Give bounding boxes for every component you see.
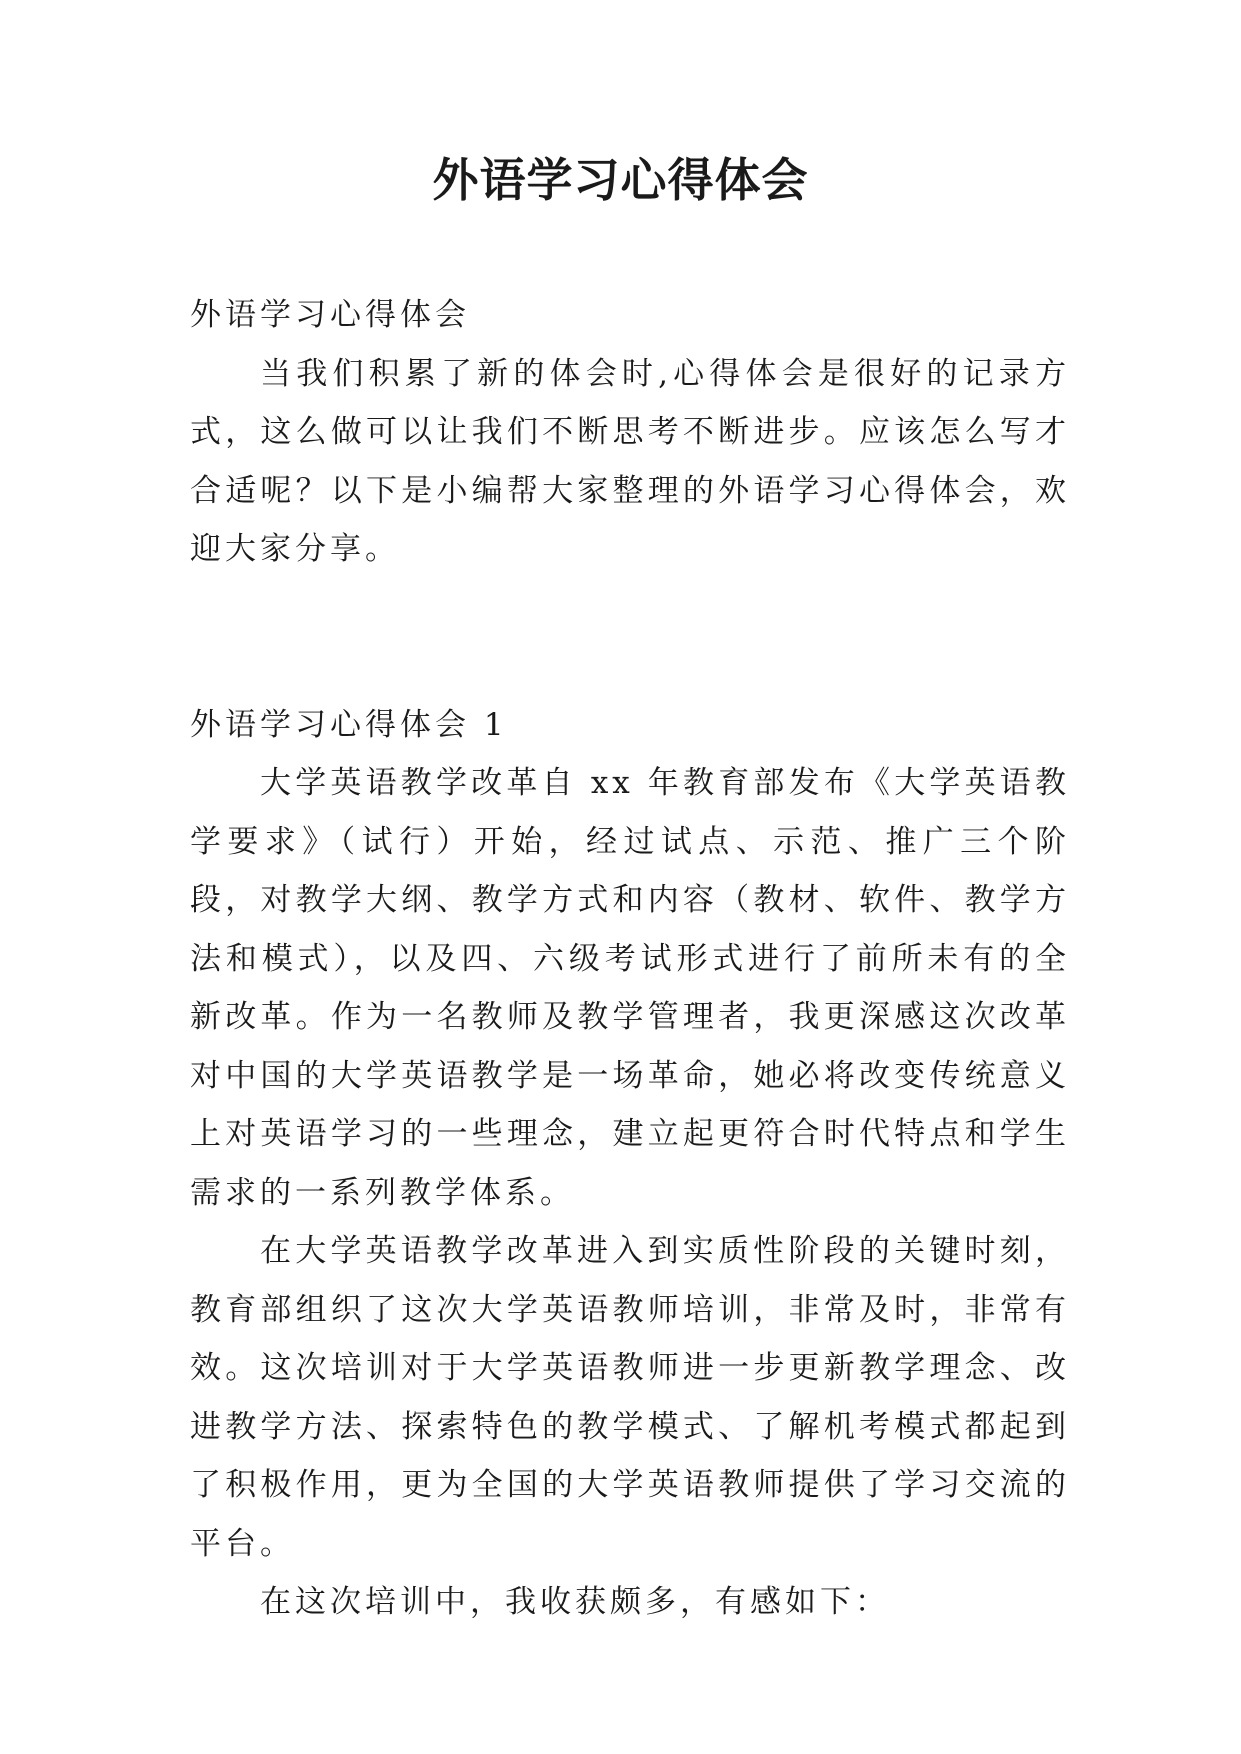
document-body [190,286,1070,1632]
intro-heading: 外语学习心得体会 [190,297,470,333]
body-paragraph: 在这次培训中，我收获颇多，有感如下： [260,1584,890,1620]
section-heading: 外语学习心得体会 1 [190,706,508,743]
body-paragraph: 大学英语教学改革自 xx 年教育部发布《大学英语教学要求》（试行）开始，经过试点、示范、推广三个阶段，对教学大纲、教学方式和内容（教材、软件、教学方法和模式），以及四、六级考试形式进行了前所未有的全新改革。作为一名教师及教学管理者，我更深感这次改革对中国的大学英语教学是一场革命，她必将改变传统意义上对英语学习的一些理念，建立起更符合时代特点和学生需求的一系列教学体系。 [190,765,1070,1211]
body-paragraph: 在大学英语教学改革进入到实质性阶段的关键时刻，教育部组织了这次大学英语教师培训，非常及时，非常有效。这次培训对于大学英语教师进一步更新教学理念、改进教学方法、探索特色的教学模式、了解机考模式都起到了积极作用，更为全国的大学英语教师提供了学习交流的平台。 [190,1233,1070,1562]
intro-paragraph: 当我们积累了新的体会时,心得体会是很好的记录方式，这么做可以让我们不断思考不断进步。应该怎么写才合适呢？以下是小编帮大家整理的外语学习心得体会，欢迎大家分享。 [190,355,1070,567]
section-spacer [190,579,1070,696]
document-title: 外语学习心得体会 [432,153,809,207]
